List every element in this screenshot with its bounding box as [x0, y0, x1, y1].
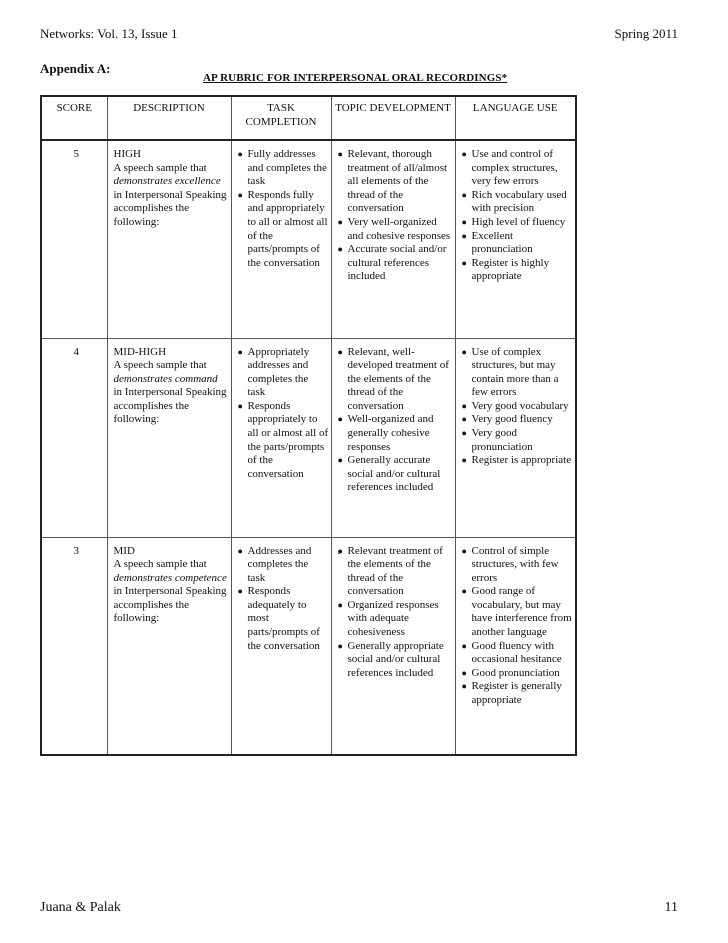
description-emphasis: demonstrates excellence [113, 175, 221, 188]
description-text [114, 558, 227, 624]
list-item: ● Relevant, thorough treatment of all/almost all elements of the thread of the conversation [338, 148, 453, 216]
page-number: 11 [664, 900, 678, 915]
list-item: ● Generally appropriate social and/or cultural references included [338, 640, 453, 681]
description-pre: A speech sample that [113, 161, 207, 174]
description-emphasis: demonstrates command [113, 372, 218, 385]
col-header-task-completion: TASK COMPLETION [231, 96, 331, 140]
description-pre: A speech sample that [113, 558, 207, 571]
list-item: ● Very good vocabulary [462, 400, 574, 414]
language-use-cell [455, 140, 576, 338]
description-text [114, 359, 227, 425]
task-completion-cell [231, 338, 331, 537]
list-item: ● Organized responses with adequate cohesiveness [338, 599, 453, 640]
page-footer [40, 900, 678, 916]
col-header-language-use: LANGUAGE USE [455, 96, 576, 140]
list-item: ● Accurate social and/or cultural references included [338, 243, 453, 284]
list-item: ● Relevant, well-developed treatment of the elements of the thread of the conversation [338, 346, 453, 414]
col-header-topic-development: TOPIC DEVELOPMENT [331, 96, 455, 140]
description-post: in Interpersonal Speaking accomplishes the following: [113, 188, 227, 228]
list-item: ● Fully addresses and completes the task [238, 148, 329, 189]
list-item: ● Very good fluency [462, 413, 574, 427]
score-cell: 5 [41, 140, 107, 338]
list-item: ● Register is appropriate [462, 454, 574, 468]
list-item: ● Use of complex structures, but may contain more than a few errors [462, 346, 574, 400]
table-row [41, 338, 576, 537]
description-pre: A speech sample that [113, 359, 207, 372]
list-item: ● Register is generally appropriate [462, 680, 574, 707]
list-item: ● Appropriately addresses and completes the task [238, 346, 329, 400]
list-item: ● Addresses and completes the task [238, 545, 329, 586]
score-cell: 4 [41, 338, 107, 537]
description-cell [107, 537, 231, 755]
col-header-description: DESCRIPTION [107, 96, 231, 140]
level-label: HIGH [113, 148, 141, 160]
level-label: MID [113, 544, 135, 557]
topic-development-cell [331, 338, 455, 537]
list-item: ● Good fluency with occasional hesitance [462, 640, 574, 667]
list-item: ● Responds adequately to most parts/prompts of the conversation [238, 585, 329, 653]
col-header-score: SCORE [41, 96, 107, 140]
list-item: ● Register is highly appropriate [462, 257, 574, 284]
description-emphasis: demonstrates competence [113, 571, 227, 584]
list-item: ● Relevant treatment of the elements of the thread of the conversation [338, 545, 453, 599]
topic-development-cell [331, 140, 455, 338]
list-item: ● Well-organized and generally cohesive responses [338, 413, 453, 454]
task-completion-cell [231, 537, 331, 755]
list-item: ● Very good pronunciation [462, 427, 574, 454]
score-cell: 3 [41, 537, 107, 755]
rubric-table [40, 95, 577, 756]
list-item: ● Control of simple structures, with few errors [462, 545, 574, 586]
description-cell [107, 140, 231, 338]
stray-period: . [337, 544, 341, 557]
authors: Juana & Palak [40, 900, 121, 915]
list-item: ● Responds appropriately to all or almost all of the parts/prompts of the conversation [238, 400, 329, 482]
list-item: ● Responds fully and appropriately to all or almost all of the parts/prompts of the conversation [238, 189, 329, 271]
journal-issue: Networks: Vol. 13, Issue 1 [40, 26, 178, 41]
table-row [41, 537, 576, 755]
list-item: ● Very well-organized and cohesive responses [338, 216, 453, 243]
description-cell [107, 338, 231, 537]
description-post: in Interpersonal Speaking accomplishes the following: [113, 386, 227, 426]
running-header [40, 26, 678, 42]
list-item: ● Generally accurate social and/or cultural references included [338, 454, 453, 495]
description-text [114, 162, 227, 228]
description-post: in Interpersonal Speaking accomplishes the following: [113, 585, 227, 625]
list-item: ● High level of fluency [462, 216, 574, 230]
language-use-cell [455, 338, 576, 537]
list-item: ● Good pronunciation [462, 667, 574, 681]
list-item: ● Use and control of complex structures, very few errors [462, 148, 574, 189]
task-completion-cell [231, 140, 331, 338]
rubric-title: AP RUBRIC FOR INTERPERSONAL ORAL RECORDINGS* [203, 72, 508, 84]
list-item: ● Excellent pronunciation [462, 230, 574, 257]
topic-development-cell [331, 537, 455, 755]
level-label: MID-HIGH [113, 345, 167, 358]
table-row [41, 140, 576, 338]
language-use-cell [455, 537, 576, 755]
issue-season: Spring 2011 [614, 26, 678, 41]
list-item: ● Rich vocabulary used with precision [462, 189, 574, 216]
table-header-row [41, 96, 576, 140]
appendix-label: Appendix A: [40, 61, 111, 76]
list-item: ● Good range of vocabulary, but may have interference from another language [462, 585, 574, 639]
